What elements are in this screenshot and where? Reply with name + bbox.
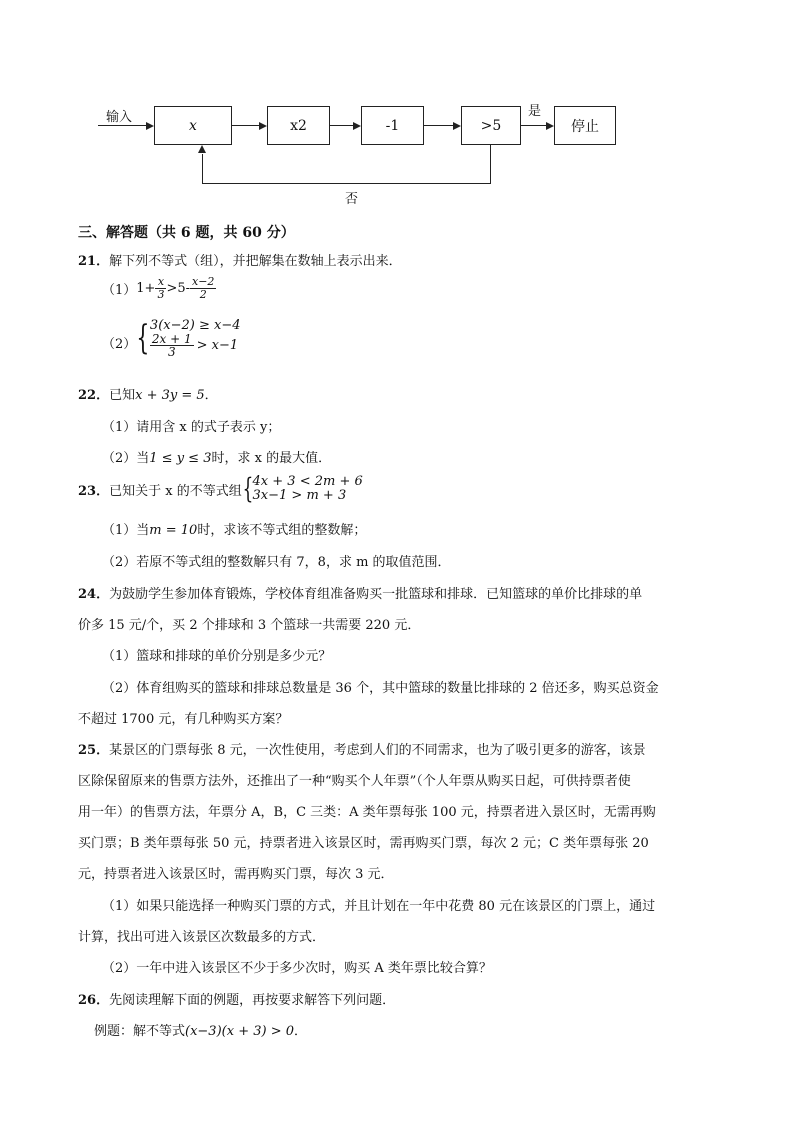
- q22-text-pre: 已知: [109, 388, 136, 403]
- q21-p1-frac2-den: 2: [199, 288, 207, 301]
- q21-p1-frac1: [155, 276, 166, 301]
- q24-part2-line2: 不超过 1700 元，有几种购买方案？: [78, 712, 289, 727]
- flow-loop-arrowhead: [198, 145, 206, 153]
- flow-no-label: 否: [345, 192, 359, 207]
- flow-arrow-4: [521, 125, 546, 126]
- q24-part1: （1）篮球和排球的单价分别是多少元？: [102, 649, 332, 664]
- q21-p1-pre: 1+: [136, 281, 156, 296]
- q21-p2-line2-rest: > x−1: [196, 338, 239, 353]
- q26-example-math: (x−3)(x + 3) > 0: [185, 1024, 294, 1039]
- flow-input-arrow-line: [98, 125, 146, 126]
- q22-part2: [102, 447, 331, 466]
- flow-arrow-3: [424, 125, 453, 126]
- q26-text: 先阅读理解下面的例题，再按要求解答下列问题．: [109, 993, 396, 1008]
- q23-stem: [78, 472, 363, 505]
- flow-loop-bottom: [202, 183, 491, 184]
- q21-p2-frac-den: 3: [167, 345, 176, 359]
- q21-p1-frac1-num: x: [155, 276, 166, 289]
- q22-p2-post: 时，求 x 的最大值．: [211, 451, 332, 466]
- q22-text-post: ．: [204, 388, 218, 403]
- q26-stem: [78, 989, 395, 1008]
- flow-loop-up: [202, 154, 203, 184]
- q23-part1: [102, 519, 366, 538]
- q25-part2: （2）一年中进入该景区不少于多少次时，购买 A 类年票比较合算？: [102, 961, 492, 976]
- q22-p2-math: 1 ≤ y ≤ 3: [149, 451, 212, 466]
- q21-p2-label: （2）: [102, 336, 137, 352]
- q21-text: 解下列不等式（组），并把解集在数轴上表示出来．: [109, 254, 402, 269]
- q23-number: 23．: [78, 483, 110, 499]
- q24-text-line1: 为鼓励学生参加体育锻炼，学校体育组准备购买一批篮球和排球．已知篮球的单价比排球的单: [109, 587, 643, 602]
- flow-arrowhead-4: [546, 122, 554, 130]
- section-title: 三、解答题（共 6 题，共 60 分）: [78, 225, 295, 241]
- q24-line1: [78, 583, 642, 602]
- q21-part1: [102, 276, 216, 301]
- q21-p2-frac-num: 2x + 1: [151, 332, 192, 346]
- flow-box-gt5: >5: [461, 106, 521, 145]
- q21-p1-label: （1）: [102, 283, 137, 298]
- q21-p2-line2: [150, 333, 241, 358]
- flow-yes-label: 是: [528, 104, 542, 119]
- flow-arrowhead-1: [259, 122, 267, 130]
- q26-number: 26．: [78, 993, 110, 1008]
- flow-arrow-2: [330, 125, 353, 126]
- q25-line1: [78, 739, 646, 758]
- q21-p1-mid: >5-: [166, 281, 191, 296]
- q23-part2: （2）若原不等式组的整数解只有 7，8，求 m 的取值范围．: [102, 555, 451, 570]
- flow-input-arrowhead: [146, 122, 154, 130]
- flow-box-times2: x2: [267, 106, 330, 145]
- q21-p2-brace: {: [136, 318, 150, 358]
- q25-line3: 用一年）的售票方法，年票分 A，B，C 三类：A 类年票每张 100 元，持票者进入景区时，无需再购: [78, 805, 656, 820]
- q22-equation: x + 3y = 5: [135, 388, 205, 403]
- q25-line5: 元，持票者进入该景区时，需再购买门票，每次 3 元．: [78, 867, 394, 882]
- q25-line4: 买门票；B 类年票每张 50 元，持票者进入该景区时，需再购买门票，每次 2 元；C 类年票每张 20: [78, 836, 649, 851]
- q24-number: 24．: [78, 587, 110, 602]
- flow-arrow-1: [232, 125, 259, 126]
- q26-example-pre: 例题：解不等式: [94, 1024, 186, 1039]
- flow-box-stop: 停止: [554, 106, 616, 145]
- q21-part2: [102, 318, 240, 358]
- q25-text-line1: 某景区的门票每张 8 元，一次性使用，考虑到人们的不同需求，也为了吸引更多的游客，该景: [109, 743, 646, 758]
- q21-stem: [78, 250, 402, 269]
- q26-example-post: ．: [294, 1024, 308, 1039]
- q25-part1-line2: 计算，找出可进入该景区次数最多的方式．: [78, 930, 326, 945]
- q22-p2-pre: （2）当: [102, 451, 150, 466]
- q22-number: 22．: [78, 388, 110, 403]
- q23-system: [253, 475, 363, 503]
- q25-part1-line1: （1）如果只能选择一种购买门票的方式，并且计划在一年中花费 80 元在该景区的门票上，通过: [102, 899, 656, 914]
- flow-box-x: x: [154, 106, 232, 145]
- q25-number: 25．: [78, 743, 110, 758]
- flow-box-minus1: -1: [361, 106, 424, 145]
- q25-line2: 区除保留原来的售票方法外，还推出了一种“购买个人年票”（个人年票从购买日起，可供持票者使: [78, 774, 631, 789]
- q26-example: [94, 1020, 307, 1039]
- q23-p1-post: 时，求该不等式组的整数解；: [197, 523, 367, 538]
- q21-p2-frac: [150, 333, 194, 358]
- q21-p1-frac1-den: 3: [157, 288, 165, 301]
- q22-stem: [78, 384, 218, 403]
- flow-input-label: 输入: [106, 110, 133, 125]
- q23-brace: {: [242, 472, 253, 505]
- q21-p1-frac2-num: x−2: [192, 275, 215, 288]
- q23-text: 已知关于 x 的不等式组: [109, 483, 242, 499]
- q21-p2-system: [150, 318, 241, 358]
- q24-line2: 价多 15 元/个，买 2 个排球和 3 个篮球一共需要 220 元．: [78, 618, 421, 633]
- q21-number: 21．: [78, 254, 110, 269]
- q21-p2-line1: 3(x−2) ≥ x−4: [149, 318, 241, 333]
- q24-part2-line1: （2）体育组购买的篮球和排球总数量是 36 个，其中篮球的数量比排球的 2 倍还多，购买总资金: [102, 681, 659, 696]
- q23-sys2: 3x−1 > m + 3: [252, 488, 347, 503]
- flow-loop-down: [490, 145, 491, 184]
- flow-arrowhead-2: [353, 122, 361, 130]
- q22-part1: （1）请用含 x 的式子表示 y；: [102, 420, 281, 435]
- q23-p1-math: m = 10: [149, 523, 198, 538]
- q21-p1-frac2: [190, 276, 216, 301]
- q23-p1-pre: （1）当: [102, 523, 150, 538]
- flow-arrowhead-3: [453, 122, 461, 130]
- q23-sys1: 4x + 3 < 2m + 6: [252, 474, 363, 489]
